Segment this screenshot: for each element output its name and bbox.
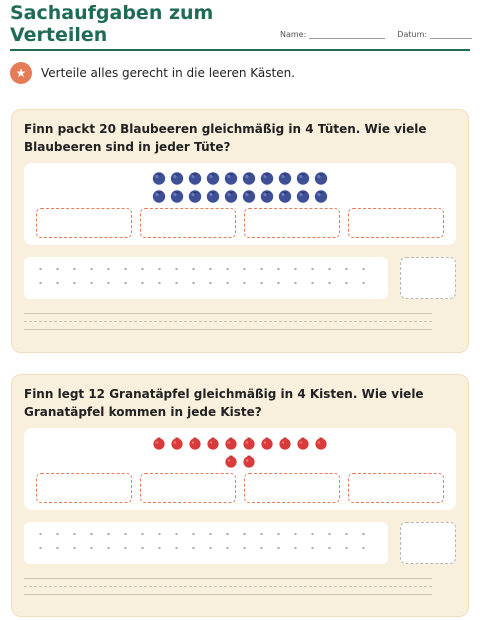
fruit-row [24,188,456,204]
blueberry-icon[interactable] [242,170,256,184]
pomegranate-icon[interactable] [170,435,184,449]
drop-box[interactable] [348,473,444,503]
name-line[interactable] [309,31,385,39]
drop-box[interactable] [36,208,132,238]
blueberry-icon[interactable] [206,170,220,184]
pomegranate-icon[interactable] [188,435,202,449]
pomegranate-icon[interactable] [278,435,292,449]
blueberry-icon[interactable] [152,188,166,202]
blueberry-icon[interactable] [170,170,184,184]
drop-box[interactable] [140,208,236,238]
answer-box[interactable] [400,257,456,299]
fruit-row [24,170,456,186]
drop-box[interactable] [244,473,340,503]
blueberry-icon[interactable] [152,170,166,184]
blueberry-icon[interactable] [206,188,220,202]
blueberry-icon[interactable] [188,170,202,184]
calculation-area[interactable] [24,522,388,564]
answer-line[interactable] [24,594,432,595]
answer-line[interactable] [24,313,432,314]
star-icon: ★ [10,62,32,84]
answer-line[interactable] [24,329,432,330]
blueberry-icon[interactable] [224,188,238,202]
worksheet-title [10,2,213,46]
blueberry-icon[interactable] [314,188,328,202]
blueberry-icon[interactable] [260,188,274,202]
date-label: Datum: [397,30,428,39]
pomegranate-icon[interactable] [206,435,220,449]
distribution-panel-1 [24,163,456,245]
pomegranate-icon[interactable] [260,435,274,449]
name-field[interactable] [280,30,385,39]
drop-box[interactable] [244,208,340,238]
blueberry-icon[interactable] [296,170,310,184]
instruction [10,62,295,84]
fruit-row [24,453,456,469]
dot-row [32,533,372,535]
header-divider [10,49,470,51]
calculation-area[interactable] [24,257,388,299]
blueberry-icon[interactable] [314,170,328,184]
task-question-2: Finn legt 12 Granatäpfel gleichmäßig in 4 Kisten. Wie viele Granatäpfel kommen in jede Kiste? [24,387,424,419]
answer-box[interactable] [400,522,456,564]
task-card-2 [11,374,469,617]
title-line-1: Sachaufgaben zum [10,2,214,24]
pomegranate-icon[interactable] [296,435,310,449]
date-field[interactable] [397,30,472,39]
pomegranate-icon[interactable] [242,435,256,449]
blueberry-icon[interactable] [224,170,238,184]
drop-box[interactable] [140,473,236,503]
drop-box[interactable] [348,208,444,238]
dot-row [32,547,372,549]
task-card-1 [11,109,469,353]
dot-row [32,268,372,270]
fruit-row [24,435,456,451]
blueberry-icon[interactable] [170,188,184,202]
pomegranate-icon[interactable] [224,453,238,467]
answer-line-guide [24,586,432,587]
blueberry-icon[interactable] [242,188,256,202]
distribution-panel-2 [24,428,456,510]
pomegranate-icon[interactable] [314,435,328,449]
pomegranate-icon[interactable] [242,453,256,467]
name-label: Name: [280,30,307,39]
blueberry-icon[interactable] [278,170,292,184]
drop-box[interactable] [36,473,132,503]
answer-line-guide [24,321,432,322]
instruction-text: Verteile alles gerecht in die leeren Kästen. [41,66,296,80]
blueberry-icon[interactable] [278,188,292,202]
name-date-fields [280,30,472,39]
blueberry-icon[interactable] [296,188,310,202]
date-line[interactable] [430,31,472,39]
task-question-1: Finn packt 20 Blaubeeren gleichmäßig in 4 Tüten. Wie viele Blaubeeren sind in jeder Tüte? [24,122,427,154]
dot-row [32,282,372,284]
answer-line[interactable] [24,578,432,579]
title-line-2: Verteilen [10,24,108,46]
pomegranate-icon[interactable] [224,435,238,449]
blueberry-icon[interactable] [188,188,202,202]
pomegranate-icon[interactable] [152,435,166,449]
blueberry-icon[interactable] [260,170,274,184]
